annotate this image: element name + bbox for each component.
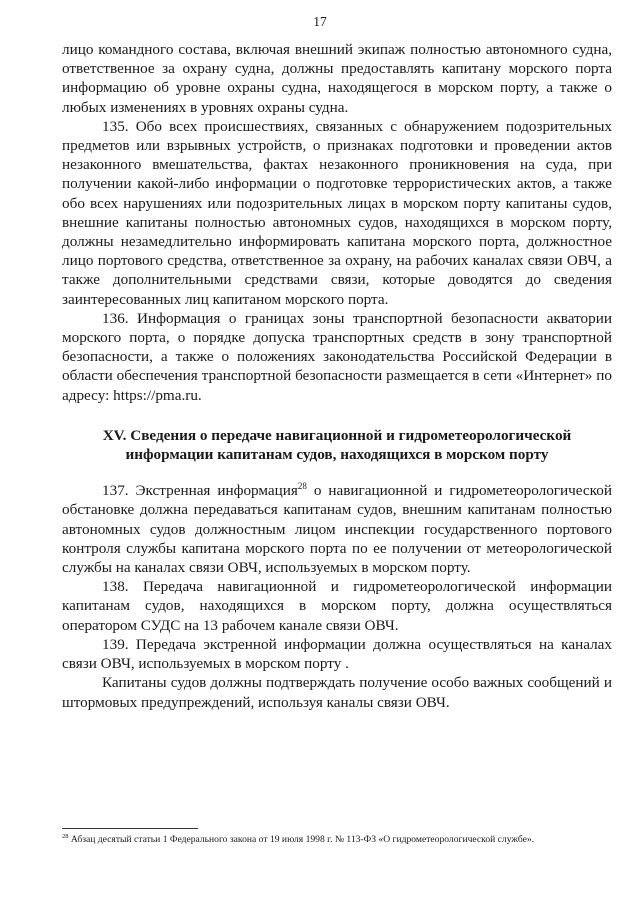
document-body [62, 40, 612, 712]
page-number: 17 [313, 14, 327, 29]
paragraph-137-rest: о навигационной и гидрометеорологической обстановке должна передаваться капитанам судов, внешним капитанам полностью автономных судов должностным лицом инспекции государственного портового контроля службы капитана морского порта по ее получении от метеорологической службы на каналах связи ОВЧ, используемых в морском порту. [62, 482, 612, 577]
paragraph-136: 136. Информация о границах зоны транспортной безопасности акватории морского порта, о порядке допуска транспортных средств в зону транспортной безопасности, а также о положениях законодательства Российской Федерации в области обеспечения транспортной безопасности размещается в сети «Интернет» по адресу: https://pma.ru. [62, 309, 612, 404]
paragraph-continuation: лицо командного состава, включая внешний экипаж полностью автономного судна, ответственное за охрану судна, должны предоставлять капитану морского порта информацию об уровне охраны судна, находящегося в морском порту, а также о любых изменениях в уровнях охраны судна. [62, 41, 612, 116]
section-heading: XV. Сведения о передаче навигационной и гидрометеорологической информации капитанам судов, находящихся в морском порту [102, 426, 572, 464]
paragraph-final: Капитаны судов должны подтверждать получение особо важных сообщений и штормовых предупреждений, используя каналы связи ОВЧ. [62, 674, 612, 711]
paragraph-139: 139. Передача экстренной информации должна осуществляться на каналах связи ОВЧ, используемых в морском порту . [62, 635, 612, 673]
paragraph-137-lead: 137. Экстренная информация [102, 482, 298, 500]
footnote-reference: 28 [297, 481, 307, 492]
footnote [62, 834, 612, 846]
paragraph-137 [62, 481, 612, 577]
footnote-text: Абзац десятый статьи 1 Федерального закона от 19 июля 1998 г. № 113-ФЗ «О гидрометеорологической службе». [68, 834, 535, 845]
footnote-separator [62, 828, 198, 829]
footnote-marker: 28 [62, 833, 69, 840]
paragraph-138: 138. Передача навигационной и гидрометеорологической информации капитанам судов, находящихся в морском порту, должна осуществляться оператором СУДС на 13 рабочем канале связи ОВЧ. [62, 578, 612, 634]
paragraph-135: 135. Обо всех происшествиях, связанных с обнаружением подозрительных предметов или взрывных устройств, о признаках подготовки и проведении актов незаконного вмешательства, фактах незаконного проникновения на суда, при получении какой-либо информации о подготовке террористических актов, а также обо всех нарушениях или подозрительных лицах в морском порту капитаны судов, внешние капитаны полностью автономных судов, находящихся в морском порту, должны незамедлительно информировать капитана морского порта, должностное лицо портового средства, ответственное за охрану, на рабочих каналах связи ОВЧ, а также дополнительными средствами связи, которые доводятся до сведения заинтересованных лиц капитаном морского порта. [62, 117, 612, 308]
